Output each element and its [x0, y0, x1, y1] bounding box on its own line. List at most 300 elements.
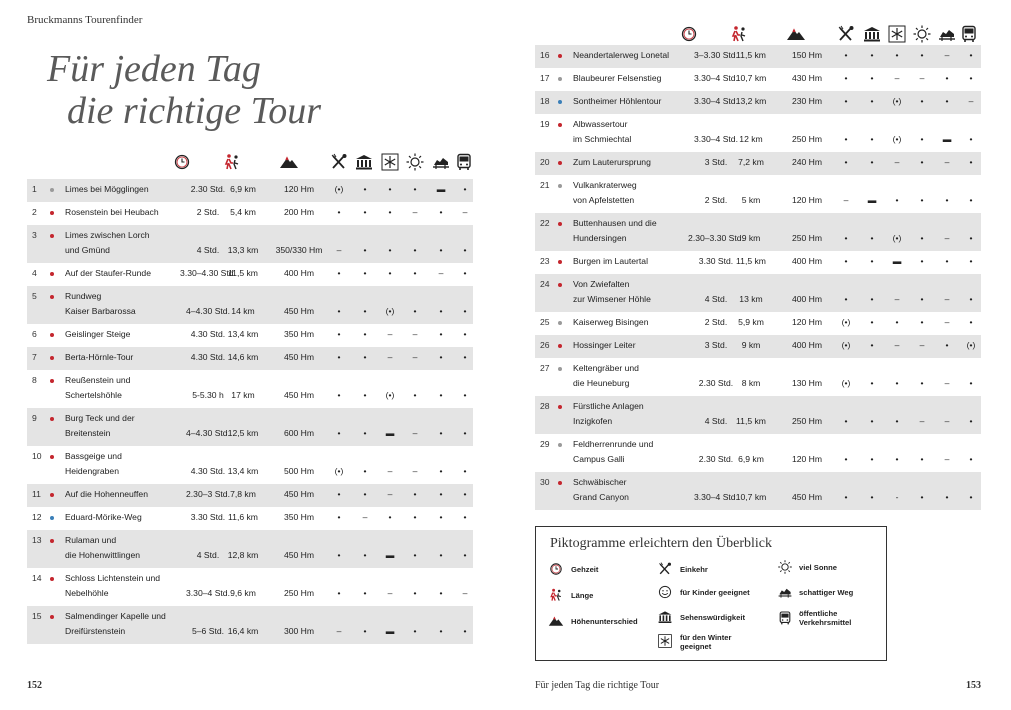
tour-feature-mark: •: [969, 195, 973, 205]
region-dot: [558, 260, 562, 264]
tour-number: 13: [32, 535, 42, 545]
tour-length: 7,2 km: [738, 157, 764, 167]
tour-time: 4.30 Std.: [190, 466, 226, 476]
tour-feature-mark: •: [945, 96, 949, 106]
region-dot: [558, 443, 562, 447]
legend-sonne: viel Sonne: [799, 563, 837, 572]
tour-feature-mark: •: [969, 416, 973, 426]
page-number-left: 152: [27, 680, 42, 691]
tour-row: [535, 45, 981, 68]
bus-icon: [959, 24, 979, 44]
tour-feature-mark: •: [920, 96, 924, 106]
tour-time: 3.30–4 Std.: [694, 96, 738, 106]
tour-feature-mark: •: [439, 550, 443, 560]
tour-feature-mark: •: [337, 329, 341, 339]
region-dot: [558, 123, 562, 127]
legend-box: [535, 526, 887, 661]
tour-feature-mark: •: [463, 550, 467, 560]
tour-length: 12 km: [739, 134, 763, 144]
page-title: [47, 48, 321, 132]
tour-elevation: 230 Hm: [791, 96, 823, 106]
region-dot: [50, 211, 54, 215]
tour-feature-mark: •: [413, 306, 417, 316]
tour-feature-mark: •: [920, 454, 924, 464]
tour-feature-mark: •: [844, 50, 848, 60]
region-dot: [558, 321, 562, 325]
tour-feature-mark: (•): [892, 96, 902, 106]
tour-time: 4 Std.: [196, 550, 220, 560]
tour-feature-mark: •: [969, 50, 973, 60]
cutlery-icon: [329, 152, 349, 172]
legend-gehzeit: Gehzeit: [571, 565, 599, 574]
tour-feature-mark: •: [870, 157, 874, 167]
tour-length: 13,3 km: [227, 245, 259, 255]
snowflake-icon: [657, 633, 673, 649]
tour-feature-mark: •: [870, 317, 874, 327]
tour-feature-mark: •: [439, 207, 443, 217]
legend-oepnv-line2: Verkehrsmittel: [799, 618, 852, 627]
tour-feature-mark: •: [413, 268, 417, 278]
legend-kinder: für Kinder geeignet: [680, 588, 750, 597]
tour-name: Inzigkofen: [573, 416, 613, 426]
tour-feature-mark: •: [363, 352, 367, 362]
tour-time: 4 Std.: [196, 245, 220, 255]
tour-elevation: 120 Hm: [791, 195, 823, 205]
tour-name: Rosenstein bei Heubach: [65, 207, 159, 217]
tour-feature-mark: •: [895, 454, 899, 464]
tour-feature-mark: •: [969, 256, 973, 266]
tour-name: Neandertalerweg Lonetal: [573, 50, 670, 60]
tour-row: [27, 179, 473, 202]
tour-feature-mark: •: [844, 294, 848, 304]
tour-feature-mark: (•): [841, 317, 851, 327]
tour-feature-mark: •: [463, 428, 467, 438]
tour-feature-mark: •: [337, 550, 341, 560]
tour-feature-mark: •: [969, 233, 973, 243]
tour-feature-mark: –: [944, 50, 950, 60]
tour-row: [27, 507, 473, 530]
tour-elevation: 600 Hm: [283, 428, 315, 438]
tour-time: 3.30–4 Std.: [186, 588, 230, 598]
tour-table-right: [535, 45, 981, 510]
tour-name: Hundersingen: [573, 233, 627, 243]
tour-name: Auf der Staufer-Runde: [65, 268, 151, 278]
tour-feature-mark: •: [388, 245, 392, 255]
tour-feature-mark: •: [920, 50, 924, 60]
tour-feature-mark: •: [844, 233, 848, 243]
tour-elevation: 450 Hm: [791, 492, 823, 502]
tour-feature-mark: (•): [334, 466, 344, 476]
tour-row: [27, 202, 473, 225]
tour-feature-mark: •: [463, 489, 467, 499]
tour-feature-mark: •: [388, 207, 392, 217]
tour-elevation: 120 Hm: [791, 454, 823, 464]
column-icons-right: [0, 24, 1011, 44]
tour-feature-mark: •: [337, 428, 341, 438]
tour-feature-mark: •: [870, 233, 874, 243]
tour-feature-mark: •: [870, 294, 874, 304]
tour-name: Salmendinger Kapelle und: [65, 611, 166, 621]
tour-time: 3 Std.: [704, 340, 728, 350]
tour-elevation: 120 Hm: [283, 184, 315, 194]
tour-number: 27: [540, 363, 550, 373]
tour-feature-mark: •: [388, 268, 392, 278]
tour-feature-mark: •: [337, 390, 341, 400]
tour-time: 2.30–3 Std.: [186, 489, 230, 499]
tour-feature-mark: •: [363, 390, 367, 400]
shade-icon: [777, 584, 793, 600]
tour-row: [27, 606, 473, 644]
tour-feature-mark: •: [463, 306, 467, 316]
tour-row: [535, 91, 981, 114]
sun-icon: [405, 152, 425, 172]
tour-number: 20: [540, 157, 550, 167]
sun-icon: [777, 559, 793, 575]
tour-number: 10: [32, 451, 42, 461]
tour-feature-mark: –: [894, 294, 900, 304]
clock-icon: [679, 24, 699, 44]
tour-name: Rundweg: [65, 291, 102, 301]
tour-feature-mark: •: [969, 134, 973, 144]
tour-name: Vulkankraterweg: [573, 180, 637, 190]
tour-elevation: 500 Hm: [283, 466, 315, 476]
tour-name: Burgen im Lautertal: [573, 256, 648, 266]
region-dot: [50, 455, 54, 459]
legend-einkehr: Einkehr: [680, 565, 708, 574]
tour-feature-mark: •: [870, 73, 874, 83]
tour-feature-mark: •: [439, 329, 443, 339]
mountain-icon: [279, 152, 299, 172]
tour-length: 9 km: [741, 340, 761, 350]
shade-icon: [431, 152, 451, 172]
tour-name: Kaiser Barbarossa: [65, 306, 136, 316]
tour-feature-mark: •: [870, 416, 874, 426]
tour-row: [535, 434, 981, 472]
tour-feature-mark: •: [413, 390, 417, 400]
tour-row: [535, 213, 981, 251]
tour-feature-mark: •: [337, 306, 341, 316]
tour-name: Schertelshöhle: [65, 390, 122, 400]
region-dot: [50, 417, 54, 421]
tour-name: Keltengräber und: [573, 363, 639, 373]
region-dot: [558, 367, 562, 371]
tour-feature-mark: •: [439, 512, 443, 522]
tour-number: 18: [540, 96, 550, 106]
tour-feature-mark: ▬: [867, 195, 877, 205]
tour-feature-mark: •: [337, 588, 341, 598]
tour-feature-mark: –: [412, 207, 418, 217]
tour-number: 1: [32, 184, 37, 194]
tour-elevation: 450 Hm: [283, 550, 315, 560]
tour-feature-mark: (•): [334, 184, 344, 194]
legend-winter: [680, 633, 731, 651]
tour-feature-mark: •: [337, 352, 341, 362]
tour-length: 17 km: [231, 390, 255, 400]
tour-row: [535, 312, 981, 335]
tour-feature-mark: •: [870, 340, 874, 350]
tour-time: 2 Std.: [704, 195, 728, 205]
tour-feature-mark: –: [919, 416, 925, 426]
museum-icon: [657, 609, 673, 625]
tour-feature-mark: •: [363, 184, 367, 194]
tour-name: Feldherrenrunde und: [573, 439, 654, 449]
tour-elevation: 450 Hm: [283, 489, 315, 499]
hiker-icon: [729, 24, 749, 44]
tour-feature-mark: •: [895, 195, 899, 205]
tour-name: Von Zwiefalten: [573, 279, 630, 289]
tour-feature-mark: •: [844, 157, 848, 167]
tour-feature-mark: (•): [385, 306, 395, 316]
tour-feature-mark: –: [462, 588, 468, 598]
tour-feature-mark: •: [844, 492, 848, 502]
tour-feature-mark: •: [463, 352, 467, 362]
tour-name: Schloss Lichtenstein und: [65, 573, 161, 583]
tour-elevation: 250 Hm: [791, 233, 823, 243]
tour-feature-mark: •: [969, 294, 973, 304]
tour-name: Fürstliche Anlagen: [573, 401, 644, 411]
tour-name: Breitenstein: [65, 428, 111, 438]
tour-elevation: 450 Hm: [283, 306, 315, 316]
tour-length: 6,9 km: [738, 454, 764, 464]
tour-length: 9,6 km: [230, 588, 256, 598]
tour-number: 3: [32, 230, 37, 240]
tour-feature-mark: –: [412, 352, 418, 362]
tour-elevation: 120 Hm: [791, 317, 823, 327]
tour-feature-mark: •: [463, 390, 467, 400]
tour-length: 13,2 km: [735, 96, 767, 106]
tour-table-left: [27, 179, 473, 644]
tour-time: 4 Std.: [704, 416, 728, 426]
tour-feature-mark: •: [363, 329, 367, 339]
tour-number: 29: [540, 439, 550, 449]
tour-time: 4–4.30 Std.: [186, 306, 230, 316]
tour-length: 9 km: [741, 233, 761, 243]
region-dot: [50, 615, 54, 619]
region-dot: [50, 356, 54, 360]
tour-time: 3.30–4 Std.: [694, 492, 738, 502]
tour-feature-mark: •: [413, 626, 417, 636]
tour-number: 17: [540, 73, 550, 83]
tour-length: 5,4 km: [230, 207, 256, 217]
mountain-icon: [786, 24, 806, 44]
tour-row: [535, 175, 981, 213]
tour-row: [27, 324, 473, 347]
legend-oepnv: [799, 609, 851, 627]
tour-time: 2 Std.: [704, 317, 728, 327]
tour-number: 6: [32, 329, 37, 339]
tour-feature-mark: •: [969, 317, 973, 327]
legend-title: Piktogramme erleichtern den Überblick: [550, 536, 772, 551]
page-number-right: 153: [966, 680, 981, 691]
tour-elevation: 450 Hm: [283, 352, 315, 362]
region-dot: [50, 379, 54, 383]
tour-feature-mark: •: [463, 466, 467, 476]
tour-name: Bassgeige und: [65, 451, 122, 461]
tour-feature-mark: •: [463, 626, 467, 636]
tour-feature-mark: •: [920, 256, 924, 266]
tour-elevation: 430 Hm: [791, 73, 823, 83]
tour-feature-mark: –: [387, 352, 393, 362]
tour-feature-mark: –: [944, 317, 950, 327]
tour-feature-mark: •: [363, 245, 367, 255]
clock-icon: [172, 152, 192, 172]
tour-name: Kaiserweg Bisingen: [573, 317, 649, 327]
region-dot: [50, 333, 54, 337]
tour-feature-mark: •: [363, 207, 367, 217]
tour-feature-mark: (•): [841, 378, 851, 388]
tour-name: im Schmiechtal: [573, 134, 632, 144]
tour-number: 19: [540, 119, 550, 129]
tour-feature-mark: –: [894, 340, 900, 350]
tour-feature-mark: •: [439, 390, 443, 400]
tour-feature-mark: •: [920, 492, 924, 502]
tour-elevation: 250 Hm: [791, 134, 823, 144]
tour-feature-mark: •: [920, 157, 924, 167]
tour-time: 4.30 Std.: [190, 329, 226, 339]
tour-feature-mark: •: [844, 416, 848, 426]
tour-feature-mark: •: [439, 306, 443, 316]
tour-time: 3.30–4 Std.: [694, 134, 738, 144]
tour-length: 14,6 km: [227, 352, 259, 362]
column-icons-left: [0, 152, 480, 172]
tour-time: 5-5.30 h: [192, 390, 224, 400]
tour-feature-mark: •: [439, 466, 443, 476]
mountain-icon: [548, 613, 564, 629]
tour-feature-mark: •: [337, 268, 341, 278]
hiker-icon: [222, 152, 242, 172]
tour-feature-mark: •: [945, 195, 949, 205]
tour-length: 10,7 km: [735, 73, 767, 83]
tour-feature-mark: –: [894, 157, 900, 167]
region-dot: [50, 493, 54, 497]
tour-feature-mark: •: [870, 454, 874, 464]
region-dot: [50, 516, 54, 520]
tour-feature-mark: –: [944, 294, 950, 304]
tour-name: die Heuneburg: [573, 378, 630, 388]
tour-time: 3.30 Std.: [698, 256, 734, 266]
tour-feature-mark: •: [363, 466, 367, 476]
tour-name: Berta-Hörnle-Tour: [65, 352, 134, 362]
tour-row: [27, 568, 473, 606]
tour-feature-mark: -: [895, 492, 899, 502]
tour-name: Zum Lauterursprung: [573, 157, 651, 167]
tour-feature-mark: –: [944, 378, 950, 388]
tour-row: [27, 484, 473, 507]
tour-feature-mark: •: [363, 489, 367, 499]
tour-feature-mark: •: [337, 489, 341, 499]
tour-feature-mark: (•): [385, 390, 395, 400]
title-line-1: Für jeden Tag: [47, 48, 261, 90]
tour-name: Limes bei Mögglingen: [65, 184, 149, 194]
tour-elevation: 350 Hm: [283, 329, 315, 339]
tour-time: 4 Std.: [704, 294, 728, 304]
tour-row: [535, 396, 981, 434]
tour-feature-mark: •: [844, 454, 848, 464]
tour-row: [535, 358, 981, 396]
tour-feature-mark: ▬: [385, 428, 395, 438]
tour-name: Nebelhöhle: [65, 588, 109, 598]
tour-number: 12: [32, 512, 42, 522]
tour-feature-mark: •: [870, 378, 874, 388]
tour-name: Burg Teck und der: [65, 413, 135, 423]
tour-feature-mark: •: [844, 96, 848, 106]
tour-feature-mark: •: [439, 626, 443, 636]
tour-feature-mark: –: [412, 428, 418, 438]
tour-name: Reußenstein und: [65, 375, 131, 385]
tour-length: 12,8 km: [227, 550, 259, 560]
tour-number: 5: [32, 291, 37, 301]
tour-number: 4: [32, 268, 37, 278]
region-dot: [558, 481, 562, 485]
region-dot: [558, 344, 562, 348]
tour-feature-mark: •: [363, 626, 367, 636]
tour-name: und Gmünd: [65, 245, 110, 255]
tour-time: 3.30–4.30 Std.: [180, 268, 236, 278]
tour-feature-mark: –: [944, 233, 950, 243]
tour-number: 25: [540, 317, 550, 327]
tour-feature-mark: •: [920, 378, 924, 388]
tour-feature-mark: •: [945, 340, 949, 350]
museum-icon: [862, 24, 882, 44]
region-dot: [558, 161, 562, 165]
tour-row: [27, 225, 473, 263]
tour-number: 11: [32, 489, 41, 499]
tour-feature-mark: •: [870, 492, 874, 502]
tour-feature-mark: •: [844, 73, 848, 83]
tour-number: 21: [540, 180, 550, 190]
tour-elevation: 240 Hm: [791, 157, 823, 167]
book-title: Bruckmanns Tourenfinder: [27, 14, 143, 26]
tour-name: von Apfelstetten: [573, 195, 635, 205]
tour-number: 22: [540, 218, 550, 228]
running-title: Für jeden Tag die richtige Tour: [535, 680, 660, 691]
tour-name: Hossinger Leiter: [573, 340, 636, 350]
tour-feature-mark: •: [463, 512, 467, 522]
tour-length: 5,9 km: [738, 317, 764, 327]
tour-length: 11,5 km: [736, 256, 766, 266]
tour-feature-mark: –: [362, 512, 368, 522]
tour-feature-mark: •: [870, 50, 874, 60]
tour-feature-mark: •: [920, 294, 924, 304]
tour-elevation: 250 Hm: [283, 588, 315, 598]
region-dot: [50, 295, 54, 299]
tour-time: 3.30–4 Std.: [694, 73, 738, 83]
tour-feature-mark: –: [944, 416, 950, 426]
tour-feature-mark: •: [363, 428, 367, 438]
tour-elevation: 150 Hm: [791, 50, 823, 60]
tour-feature-mark: •: [844, 134, 848, 144]
tour-feature-mark: (•): [841, 340, 851, 350]
tour-feature-mark: •: [413, 512, 417, 522]
legend-winter-line1: für den Winter: [680, 633, 732, 642]
tour-length: 6,9 km: [230, 184, 256, 194]
hiker-icon: [548, 587, 564, 603]
region-dot: [50, 234, 54, 238]
tour-feature-mark: –: [336, 626, 342, 636]
tour-number: 26: [540, 340, 550, 350]
region-dot: [50, 577, 54, 581]
tour-feature-mark: •: [945, 73, 949, 83]
tour-feature-mark: •: [363, 588, 367, 598]
tour-elevation: 250 Hm: [791, 416, 823, 426]
snowflake-icon: [887, 24, 907, 44]
tour-number: 2: [32, 207, 37, 217]
tour-name: Heidengraben: [65, 466, 119, 476]
tour-name: zur Wimsener Höhle: [573, 294, 651, 304]
tour-feature-mark: –: [336, 245, 342, 255]
tour-name: die Hohenwittlingen: [65, 550, 141, 560]
tour-row: [535, 68, 981, 91]
